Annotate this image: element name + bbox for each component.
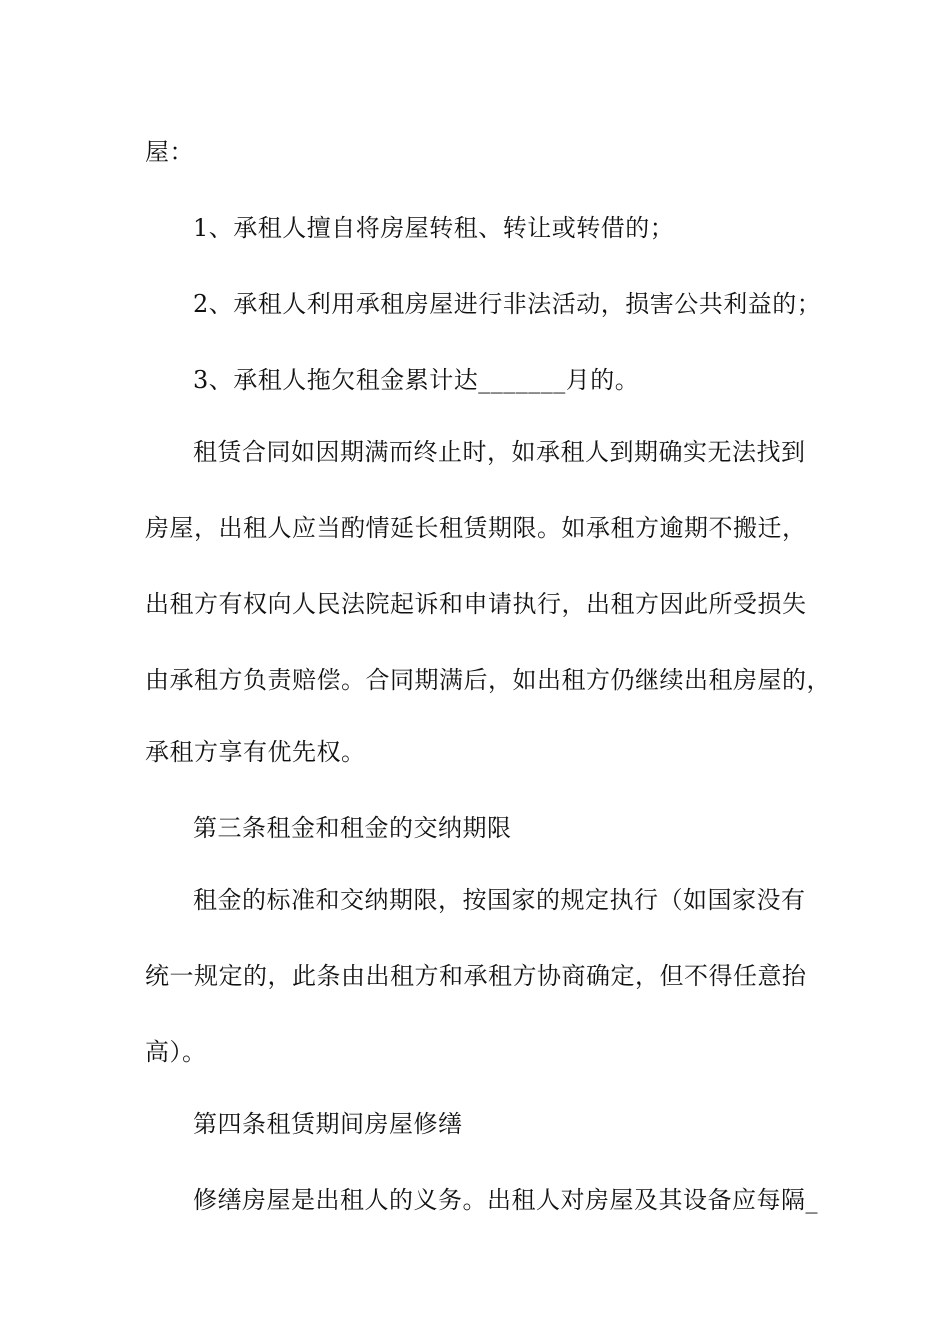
text-line-3: 2、承租人利用承租房屋进行非法活动，损害公共利益的；: [193, 290, 822, 318]
text-line-6: 房屋，出租人应当酌情延长租赁期限。如承租方逾期不搬迁，: [145, 514, 807, 542]
section-heading-article-4: 第四条租赁期间房屋修缮: [193, 1110, 463, 1138]
text-line-4: 3、承租人拖欠租金累计达_______月的。: [193, 366, 640, 394]
section-heading-article-3: 第三条租金和租金的交纳期限: [193, 814, 512, 842]
text-line-11: 租金的标准和交纳期限，按国家的规定执行（如国家没有: [193, 886, 806, 914]
text-line-13: 高）。: [145, 1038, 207, 1066]
text-line-12: 统一规定的，此条由出租方和承租方协商确定，但不得任意抬: [145, 962, 807, 990]
text-line-7: 出租方有权向人民法院起诉和申请执行，出租方因此所受损失: [145, 590, 807, 618]
text-line-5: 租赁合同如因期满而终止时，如承租人到期确实无法找到: [193, 438, 806, 466]
text-line-15: 修缮房屋是出租人的义务。出租人对房屋及其设备应每隔_: [193, 1186, 818, 1214]
text-line-8: 由承租方负责赔偿。合同期满后，如出租方仍继续出租房屋的，: [145, 666, 831, 694]
text-line-2: 1、承租人擅自将房屋转租、转让或转借的；: [193, 214, 675, 242]
text-line-9: 承租方享有优先权。: [145, 738, 366, 766]
text-line-1: 屋：: [145, 138, 194, 166]
